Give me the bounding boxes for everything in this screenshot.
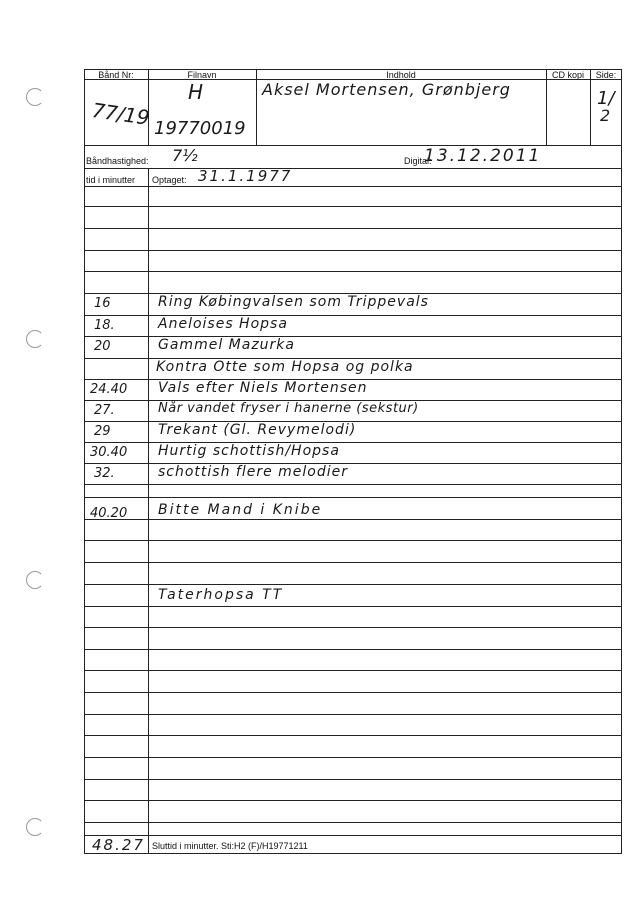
col-sep-cd [546,69,547,145]
digital-label: Digital: [404,156,432,166]
band-nr-value: 77/19 [90,98,152,130]
entry-text: Når vandet fryser i hanerne (sekstur) [158,401,419,416]
bandhastighed-label: Båndhastighed: [86,156,149,166]
entry-time: 27. [94,403,115,418]
entry-time: 24.40 [90,382,128,397]
indhold-header: Indhold [386,70,416,80]
entry-time: 16 [94,296,111,311]
filnavn-number: 19770019 [154,118,246,139]
ruled-line [84,519,622,520]
side-value-bottom: 2 [600,106,611,125]
ruled-line [84,497,622,498]
entry-text: Kontra Otte som Hopsa og polka [156,359,414,375]
ruled-line [84,562,622,563]
optaget-value: 31.1.1977 [198,167,293,185]
ruled-line [84,800,622,801]
ruled-line [84,779,622,780]
optaget-label: Optaget: [152,175,187,185]
entry-text: Aneloises Hopsa [158,316,288,332]
entry-time: 18. [94,318,115,333]
punch-hole-1 [26,88,44,106]
tid-label: tid i minutter [86,175,136,185]
speed-divider [84,168,622,169]
punch-hole-2 [26,330,44,348]
col-sep-side [590,69,591,145]
ruled-line [84,584,622,585]
cd-kopi-header: CD kopi [551,70,584,80]
ruled-line [84,822,622,823]
side-header: Side: [595,70,617,80]
ruled-line [84,835,622,836]
ruled-line [84,735,622,736]
ruled-line [84,649,622,650]
indhold-value: Aksel Mortensen, Grønbjerg [262,80,511,99]
entry-text: Trekant (Gl. Revymelodi) [158,422,357,438]
optaget-divider [84,186,622,187]
entry-text: Taterhopsa TT [158,587,284,603]
total-time-value: 48.27 [92,836,145,854]
entry-text: Gammel Mazurka [158,337,295,353]
ruled-line [84,271,622,272]
entry-text: Vals efter Niels Mortensen [158,380,368,396]
ruled-line [84,250,622,251]
ruled-line [84,757,622,758]
ruled-line [84,540,622,541]
bandhastighed-value: 7½ [172,146,198,165]
filnavn-header: Filnavn [187,70,217,80]
entry-time: 20 [94,339,111,354]
side-value-top: 1/ [597,88,615,109]
sluttid-label: Sluttid i minutter. Sti:H2 (F)/H19771211 [152,841,308,851]
ruled-line [84,606,622,607]
band-nr-header: Bånd Nr: [98,70,134,80]
digital-value: 13.12.2011 [424,146,542,166]
ruled-line [84,206,622,207]
col-sep-filnavn [256,69,257,145]
entry-time: 40.20 [90,506,128,521]
entry-text: Bitte Mand i Knibe [158,502,323,518]
ruled-line [84,714,622,715]
ruled-line [84,692,622,693]
ruled-line [84,228,622,229]
ruled-line [84,627,622,628]
punch-hole-3 [26,571,44,589]
entry-text: Hurtig schottish/Hopsa [158,443,340,459]
entry-time: 29 [94,424,111,439]
entry-text: schottish flere melodier [158,464,349,480]
entry-time: 30.40 [90,445,128,460]
ruled-line [84,484,622,485]
filnavn-letter: H [188,80,204,104]
entry-text: Ring Købingvalsen som Trippevals [158,294,429,310]
entry-time: 32. [94,466,115,481]
punch-hole-4 [26,818,44,836]
ruled-line [84,670,622,671]
